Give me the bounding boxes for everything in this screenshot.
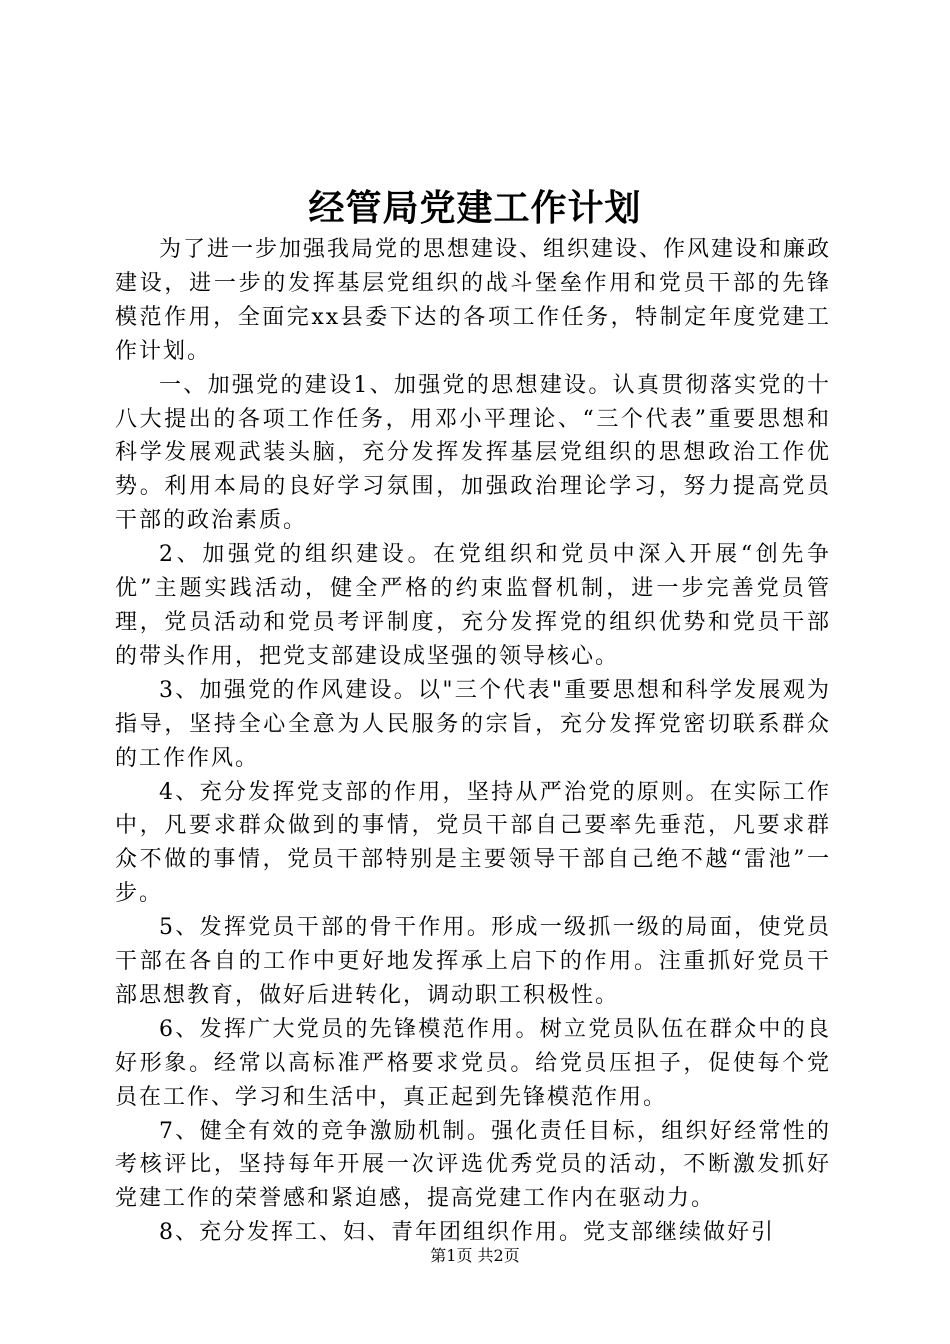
page-footer: 第1页 共2页 [430,1246,520,1265]
document-body [115,233,831,1250]
document-title: 经管局党建工作计划 [308,187,642,229]
paragraph-intro: 为了进一步加强我局党的思想建设、组织建设、作风建设和廉政建设，进一步的发挥基层党组织的战斗堡垒作用和党员干部的先锋模范作用，全面完xx县委下达的各项工作任务，特制定年度党建工作计划。 [115,237,832,364]
paragraph-8: 8、充分发挥工、妇、青年团组织作用。党支部继续做好引 [159,1220,775,1246]
paragraph-3: 3、加强党的作风建设。以"三个代表"重要思想和科学发展观为指导，坚持全心全意为人民服务的宗旨，充分发挥党密切联系群众的工作作风。 [115,677,831,771]
paragraph-5: 5、发挥党员干部的骨干作用。形成一级抓一级的局面，使党员干部在各自的工作中更好地发挥承上启下的作用。注重抓好党员干部思想教育，做好后进转化，调动职工积极性。 [115,915,831,1008]
paragraph-1: 一、加强党的建设1、加强党的思想建设。认真贯彻落实党的十八大提出的各项工作任务，用邓小平理论、“三个代表”重要思想和科学发展观武装头脑，充分发挥发挥基层党组织的思想政治工作优势。利用本局的良好学习氛围，加强政治理论学习，努力提高党员干部的政治素质。 [115,372,831,534]
paragraph-6: 6、发挥广大党员的先锋模范作用。树立党员队伍在群众中的良好形象。经常以高标准严格要求党员。给党员压担子，促使每个党员在工作、学习和生活中，真正起到先锋模范作用。 [115,1016,831,1110]
paragraph-7: 7、健全有效的竞争激励机制。强化责任目标，组织好经常性的考核评比，坚持每年开展一次评选优秀党员的活动，不断激发抓好党建工作的荣誉感和紧迫感，提高党建工作内在驱动力。 [115,1118,831,1212]
paragraph-4: 4、充分发挥党支部的作用，坚持从严治党的原则。在实际工作中，凡要求群众做到的事情，党员干部自己要率先垂范，凡要求群众不做的事情，党员干部特别是主要领导干部自己绝不越“雷池”一步。 [115,779,831,907]
paragraph-2: 2、加强党的组织建设。在党组织和党员中深入开展“创先争优”主题实践活动，健全严格的约束监督机制，进一步完善党员管理，党员活动和党员考评制度，充分发挥党的组织优势和党员干部的带头作用，把党支部建设成坚强的领导核心。 [115,542,831,669]
